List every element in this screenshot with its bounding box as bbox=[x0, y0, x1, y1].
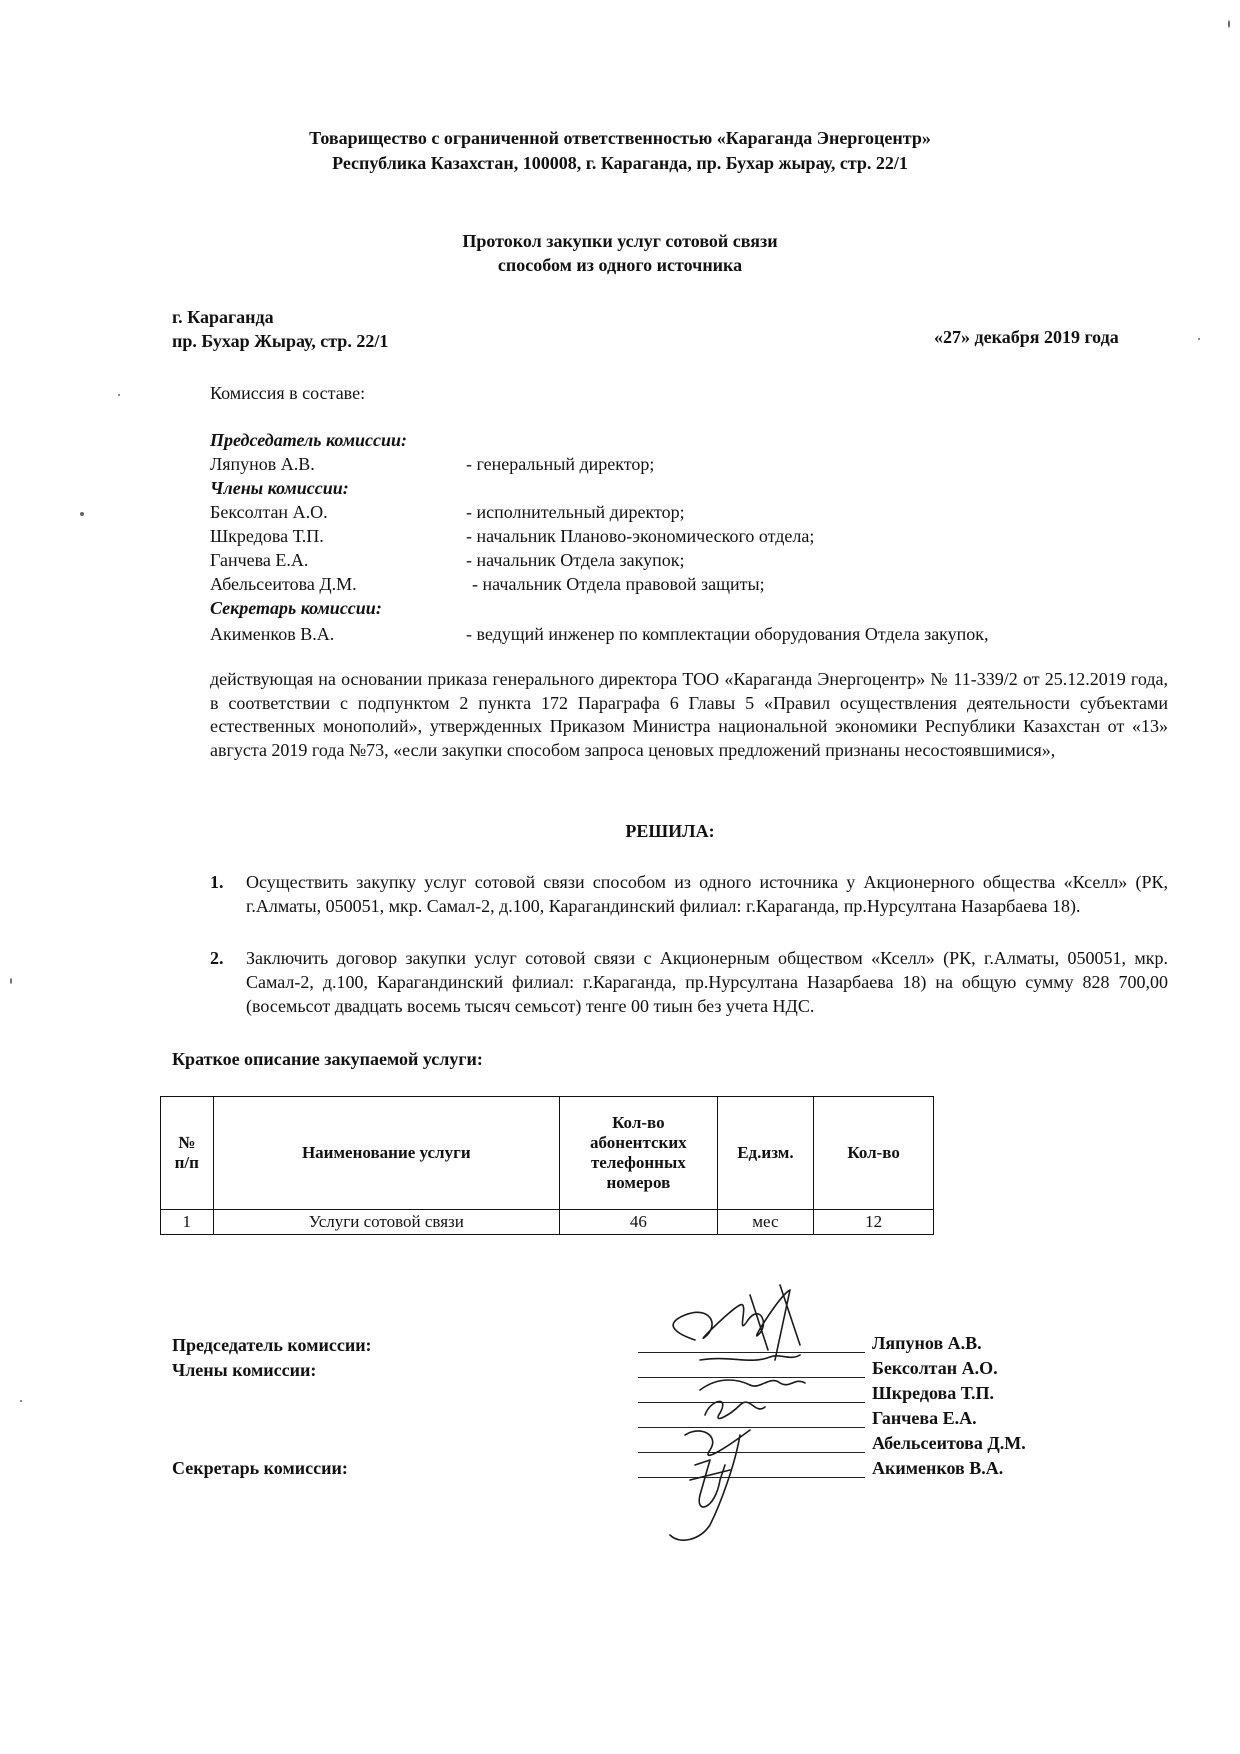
decision-item bbox=[210, 946, 1168, 1018]
signature-name: Бексолтан А.О. bbox=[872, 1358, 998, 1378]
member-name: Шкредова Т.П. bbox=[210, 526, 324, 546]
decision-number: 2. bbox=[210, 948, 224, 968]
member-role: - исполнительный директор; bbox=[466, 502, 685, 522]
signature-stroke bbox=[690, 1460, 730, 1507]
signature-name: Акименков В.А. bbox=[872, 1458, 1004, 1478]
chair-name: Ляпунов А.В. bbox=[210, 454, 315, 474]
org-name: Товарищество с ограниченной ответственностью «Караганда Энергоцентр» bbox=[309, 128, 931, 148]
table-cell: 46 bbox=[560, 1210, 718, 1235]
column-header: Кол-во bbox=[814, 1097, 934, 1210]
secretary-name: Акименков В.А. bbox=[210, 624, 335, 644]
members-heading: Члены комиссии: bbox=[210, 478, 349, 498]
document-title-line1: Протокол закупки услуг сотовой связи bbox=[462, 231, 778, 251]
decision-number: 1. bbox=[210, 872, 224, 892]
org-address: Республика Казахстан, 100008, г. Караганда, пр. Бухар жырау, стр. 22/1 bbox=[332, 153, 908, 173]
signature-stroke bbox=[705, 1401, 765, 1418]
scan-speck bbox=[1198, 338, 1200, 340]
commission-intro: Комиссия в составе: bbox=[210, 383, 366, 403]
member-name: Бексолтан А.О. bbox=[210, 502, 328, 522]
secretary-heading: Секретарь комиссии: bbox=[210, 598, 382, 618]
handwritten-signatures-graphic bbox=[600, 1265, 900, 1565]
scan-speck bbox=[118, 394, 120, 396]
scan-speck bbox=[80, 512, 84, 516]
column-header: Ед.изм. bbox=[717, 1097, 814, 1210]
table-row bbox=[161, 1210, 934, 1235]
member-name: Абельсеитова Д.М. bbox=[210, 574, 357, 594]
signature-name: Ганчева Е.А. bbox=[872, 1408, 977, 1428]
table-heading: Краткое описание закупаемой услуги: bbox=[172, 1049, 483, 1069]
place-address: пр. Бухар Жырау, стр. 22/1 bbox=[172, 331, 389, 351]
basis-paragraph: действующая на основании приказа генерального директора ТОО «Караганда Энергоцентр» № 11-339/2 от 25.12.2019 года, в соответствии с подпунктом 2 пункта 172 Параграфа 6 Главы 5 «Правил осуществления деятельности субъектами естественных монополий», утвержденных Приказом Министра национальной экономики Республики Казахстан от «13» августа 2019 года №73, «если закупки способом запроса ценовых предложений признаны несостоявшимися», bbox=[210, 669, 1168, 760]
signature-name: Шкредова Т.П. bbox=[872, 1383, 994, 1403]
place-city: г. Караганда bbox=[172, 307, 274, 327]
signature-secretary-label: Секретарь комиссии: bbox=[172, 1458, 348, 1478]
services-table bbox=[160, 1096, 934, 1235]
chair-heading: Председатель комиссии: bbox=[210, 430, 408, 450]
signature-name: Абельсеитова Д.М. bbox=[872, 1433, 1026, 1453]
scan-speck bbox=[1228, 20, 1230, 28]
signature-members-label: Члены комиссии: bbox=[172, 1360, 317, 1380]
table-cell: 1 bbox=[161, 1210, 214, 1235]
signature-stroke bbox=[685, 1430, 750, 1455]
scan-speck bbox=[20, 1400, 22, 1402]
decision-heading: РЕШИЛА: bbox=[625, 821, 715, 841]
signature-chair-label: Председатель комиссии: bbox=[172, 1335, 372, 1355]
column-header: № п/п bbox=[161, 1097, 214, 1210]
member-role: - начальник Планово-экономического отдела; bbox=[466, 526, 815, 546]
signature-stroke bbox=[670, 1435, 740, 1540]
scan-speck bbox=[10, 978, 12, 984]
signature-stroke bbox=[700, 1355, 800, 1360]
signature-stroke bbox=[750, 1285, 800, 1350]
decision-text: Осуществить закупку услуг сотовой связи способом из одного источника у Акционерного общества «Кселл» (РК, г.Алматы, 050051, мкр. Самал-2, д.100, Карагандинский филиал: г.Караганда, пр.Нурсултана Назарбаева 18). bbox=[246, 872, 1168, 916]
secretary-role: - ведущий инженер по комплектации оборудования Отдела закупок, bbox=[466, 624, 989, 644]
decision-item bbox=[210, 870, 1168, 918]
column-header: Наименование услуги bbox=[213, 1097, 560, 1210]
table-cell: 12 bbox=[814, 1210, 934, 1235]
member-role: - начальник Отдела закупок; bbox=[466, 550, 685, 570]
table-cell: Услуги сотовой связи bbox=[213, 1210, 560, 1235]
document-date: «27» декабря 2019 года bbox=[934, 327, 1119, 347]
member-role: - начальник Отдела правовой защиты; bbox=[472, 574, 765, 594]
member-name: Ганчева Е.А. bbox=[210, 550, 309, 570]
signature-stroke bbox=[700, 1380, 805, 1390]
table-cell: мес bbox=[717, 1210, 814, 1235]
document-title-line2: способом из одного источника bbox=[497, 255, 743, 275]
column-header: Кол-во абонентских телефонных номеров bbox=[560, 1097, 718, 1210]
table-header-row bbox=[161, 1097, 934, 1210]
signature-stroke bbox=[673, 1290, 790, 1360]
signature-name: Ляпунов А.В. bbox=[872, 1333, 982, 1353]
chair-role: - генеральный директор; bbox=[466, 454, 655, 474]
decision-text: Заключить договор закупки услуг сотовой связи с Акционерным обществом «Кселл» (РК, г.Алматы, 050051, мкр. Самал-2, д.100, Карагандинский филиал: г.Караганда, пр.Нурсултана Назарбаева 18) на общую сумму 828 700,00 (восемьсот двадцать восемь тысяч семьсот) тенге 00 тиын без учета НДС. bbox=[246, 948, 1168, 1016]
